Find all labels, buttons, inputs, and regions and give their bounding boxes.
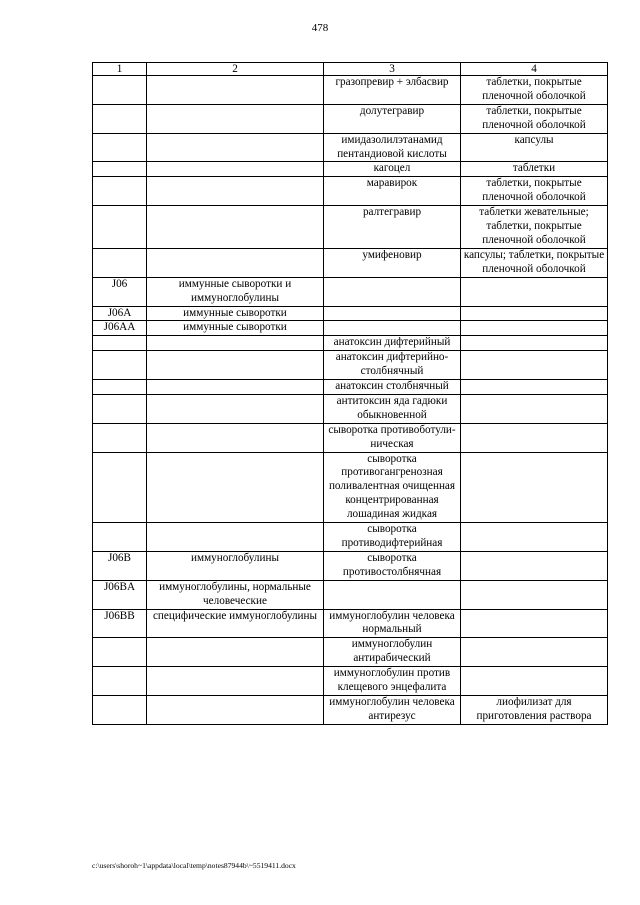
drug-name-cell: иммуноглобулин человека антирезус bbox=[324, 695, 461, 724]
atc-code-cell bbox=[93, 351, 147, 380]
dosage-form-cell: таблетки, покрытые пленочной оболочкой bbox=[461, 177, 608, 206]
atc-code-cell: J06A bbox=[93, 306, 147, 321]
table-row bbox=[93, 667, 608, 696]
medicines-table bbox=[92, 62, 608, 725]
group-name-cell bbox=[147, 76, 324, 105]
group-name-cell bbox=[147, 638, 324, 667]
atc-code-cell: J06BA bbox=[93, 580, 147, 609]
group-name-cell bbox=[147, 177, 324, 206]
drug-name-cell bbox=[324, 580, 461, 609]
dosage-form-cell bbox=[461, 277, 608, 306]
atc-code-cell: J06B bbox=[93, 551, 147, 580]
drug-name-cell: умифеновир bbox=[324, 248, 461, 277]
atc-code-cell bbox=[93, 76, 147, 105]
drug-name-cell: маравирок bbox=[324, 177, 461, 206]
table-header-row bbox=[93, 63, 608, 76]
drug-name-cell: ралтегравир bbox=[324, 206, 461, 249]
page-number: 478 bbox=[311, 22, 329, 34]
group-name-cell: иммунные сыворотки и иммуноглобулины bbox=[147, 277, 324, 306]
drug-name-cell: иммуноглобулин человека нормальный bbox=[324, 609, 461, 638]
table-row bbox=[93, 351, 608, 380]
atc-code-cell bbox=[93, 133, 147, 162]
table-row bbox=[93, 162, 608, 177]
dosage-form-cell: капсулы; таблетки, покрытые пленочной оболочкой bbox=[461, 248, 608, 277]
group-name-cell: иммунные сыворотки bbox=[147, 321, 324, 336]
atc-code-cell bbox=[93, 336, 147, 351]
group-name-cell bbox=[147, 133, 324, 162]
group-name-cell bbox=[147, 162, 324, 177]
table-row bbox=[93, 523, 608, 552]
table-row bbox=[93, 177, 608, 206]
table-row bbox=[93, 423, 608, 452]
atc-code-cell: J06AA bbox=[93, 321, 147, 336]
dosage-form-cell: капсулы bbox=[461, 133, 608, 162]
dosage-form-cell bbox=[461, 452, 608, 523]
drug-name-cell: анатоксин дифтерийно-столбнячный bbox=[324, 351, 461, 380]
dosage-form-cell bbox=[461, 306, 608, 321]
drug-name-cell: долутегравир bbox=[324, 104, 461, 133]
atc-code-cell bbox=[93, 394, 147, 423]
group-name-cell bbox=[147, 423, 324, 452]
group-name-cell bbox=[147, 336, 324, 351]
atc-code-cell bbox=[93, 248, 147, 277]
drug-name-cell bbox=[324, 321, 461, 336]
dosage-form-cell: таблетки жевательные; таблетки, покрытые пленочной оболочкой bbox=[461, 206, 608, 249]
dosage-form-cell bbox=[461, 609, 608, 638]
group-name-cell bbox=[147, 452, 324, 523]
dosage-form-cell bbox=[461, 667, 608, 696]
table-row bbox=[93, 695, 608, 724]
atc-code-cell bbox=[93, 380, 147, 395]
group-name-cell: иммуноглобулины bbox=[147, 551, 324, 580]
table-row bbox=[93, 321, 608, 336]
atc-code-cell bbox=[93, 695, 147, 724]
dosage-form-cell: таблетки bbox=[461, 162, 608, 177]
atc-code-cell bbox=[93, 206, 147, 249]
atc-code-cell bbox=[93, 423, 147, 452]
atc-code-cell bbox=[93, 177, 147, 206]
dosage-form-cell bbox=[461, 380, 608, 395]
group-name-cell bbox=[147, 394, 324, 423]
header-cell-3: 3 bbox=[324, 63, 461, 76]
atc-code-cell: J06 bbox=[93, 277, 147, 306]
dosage-form-cell: таблетки, покрытые пленочной оболочкой bbox=[461, 104, 608, 133]
atc-code-cell: J06BB bbox=[93, 609, 147, 638]
table-row bbox=[93, 104, 608, 133]
drug-name-cell bbox=[324, 277, 461, 306]
table-row bbox=[93, 551, 608, 580]
table-row bbox=[93, 248, 608, 277]
group-name-cell bbox=[147, 104, 324, 133]
table-row bbox=[93, 133, 608, 162]
group-name-cell bbox=[147, 206, 324, 249]
group-name-cell bbox=[147, 667, 324, 696]
table-row bbox=[93, 76, 608, 105]
group-name-cell bbox=[147, 380, 324, 395]
table-row bbox=[93, 306, 608, 321]
dosage-form-cell: таблетки, покрытые пленочной оболочкой bbox=[461, 76, 608, 105]
group-name-cell bbox=[147, 695, 324, 724]
dosage-form-cell bbox=[461, 423, 608, 452]
drug-name-cell: имидазолилэтанамид пентандиовой кислоты bbox=[324, 133, 461, 162]
group-name-cell: специфические иммуноглобулины bbox=[147, 609, 324, 638]
drug-name-cell: анатоксин столбнячный bbox=[324, 380, 461, 395]
table-row bbox=[93, 336, 608, 351]
group-name-cell bbox=[147, 523, 324, 552]
dosage-form-cell bbox=[461, 580, 608, 609]
atc-code-cell bbox=[93, 667, 147, 696]
dosage-form-cell bbox=[461, 321, 608, 336]
table-row bbox=[93, 394, 608, 423]
atc-code-cell bbox=[93, 452, 147, 523]
header-cell-1: 1 bbox=[93, 63, 147, 76]
drug-name-cell: кагоцел bbox=[324, 162, 461, 177]
atc-code-cell bbox=[93, 162, 147, 177]
group-name-cell bbox=[147, 248, 324, 277]
dosage-form-cell bbox=[461, 551, 608, 580]
table-row bbox=[93, 580, 608, 609]
dosage-form-cell bbox=[461, 523, 608, 552]
dosage-form-cell bbox=[461, 336, 608, 351]
drug-name-cell: сыворотка противостолбнячная bbox=[324, 551, 461, 580]
dosage-form-cell: лиофилизат для приготовления раствора bbox=[461, 695, 608, 724]
atc-code-cell bbox=[93, 638, 147, 667]
group-name-cell: иммуноглобулины, нормальные человеческие bbox=[147, 580, 324, 609]
dosage-form-cell bbox=[461, 394, 608, 423]
table-row bbox=[93, 638, 608, 667]
header-cell-4: 4 bbox=[461, 63, 608, 76]
document-file-path: c:\users\shoroh~1\appdata\local\temp\notes87944b\~5519411.docx bbox=[92, 861, 296, 870]
drug-name-cell bbox=[324, 306, 461, 321]
table-row bbox=[93, 452, 608, 523]
group-name-cell bbox=[147, 351, 324, 380]
drug-name-cell: сыворотка противодифтерийная bbox=[324, 523, 461, 552]
group-name-cell: иммунные сыворотки bbox=[147, 306, 324, 321]
table-row bbox=[93, 609, 608, 638]
drug-name-cell: иммуноглобулин против клещевого энцефалита bbox=[324, 667, 461, 696]
drug-name-cell: анатоксин дифтерийный bbox=[324, 336, 461, 351]
drug-name-cell: сыворотка противоботули-ническая bbox=[324, 423, 461, 452]
table-row bbox=[93, 206, 608, 249]
drug-name-cell: сыворотка противогангренозная поливалентная очищенная концентрированная лошадиная жидкая bbox=[324, 452, 461, 523]
dosage-form-cell bbox=[461, 351, 608, 380]
header-cell-2: 2 bbox=[147, 63, 324, 76]
table-row bbox=[93, 380, 608, 395]
drug-name-cell: гразопревир + элбасвир bbox=[324, 76, 461, 105]
drug-name-cell: иммуноглобулин антирабический bbox=[324, 638, 461, 667]
table-row bbox=[93, 277, 608, 306]
atc-code-cell bbox=[93, 104, 147, 133]
dosage-form-cell bbox=[461, 638, 608, 667]
atc-code-cell bbox=[93, 523, 147, 552]
drug-name-cell: антитоксин яда гадюки обыкновенной bbox=[324, 394, 461, 423]
